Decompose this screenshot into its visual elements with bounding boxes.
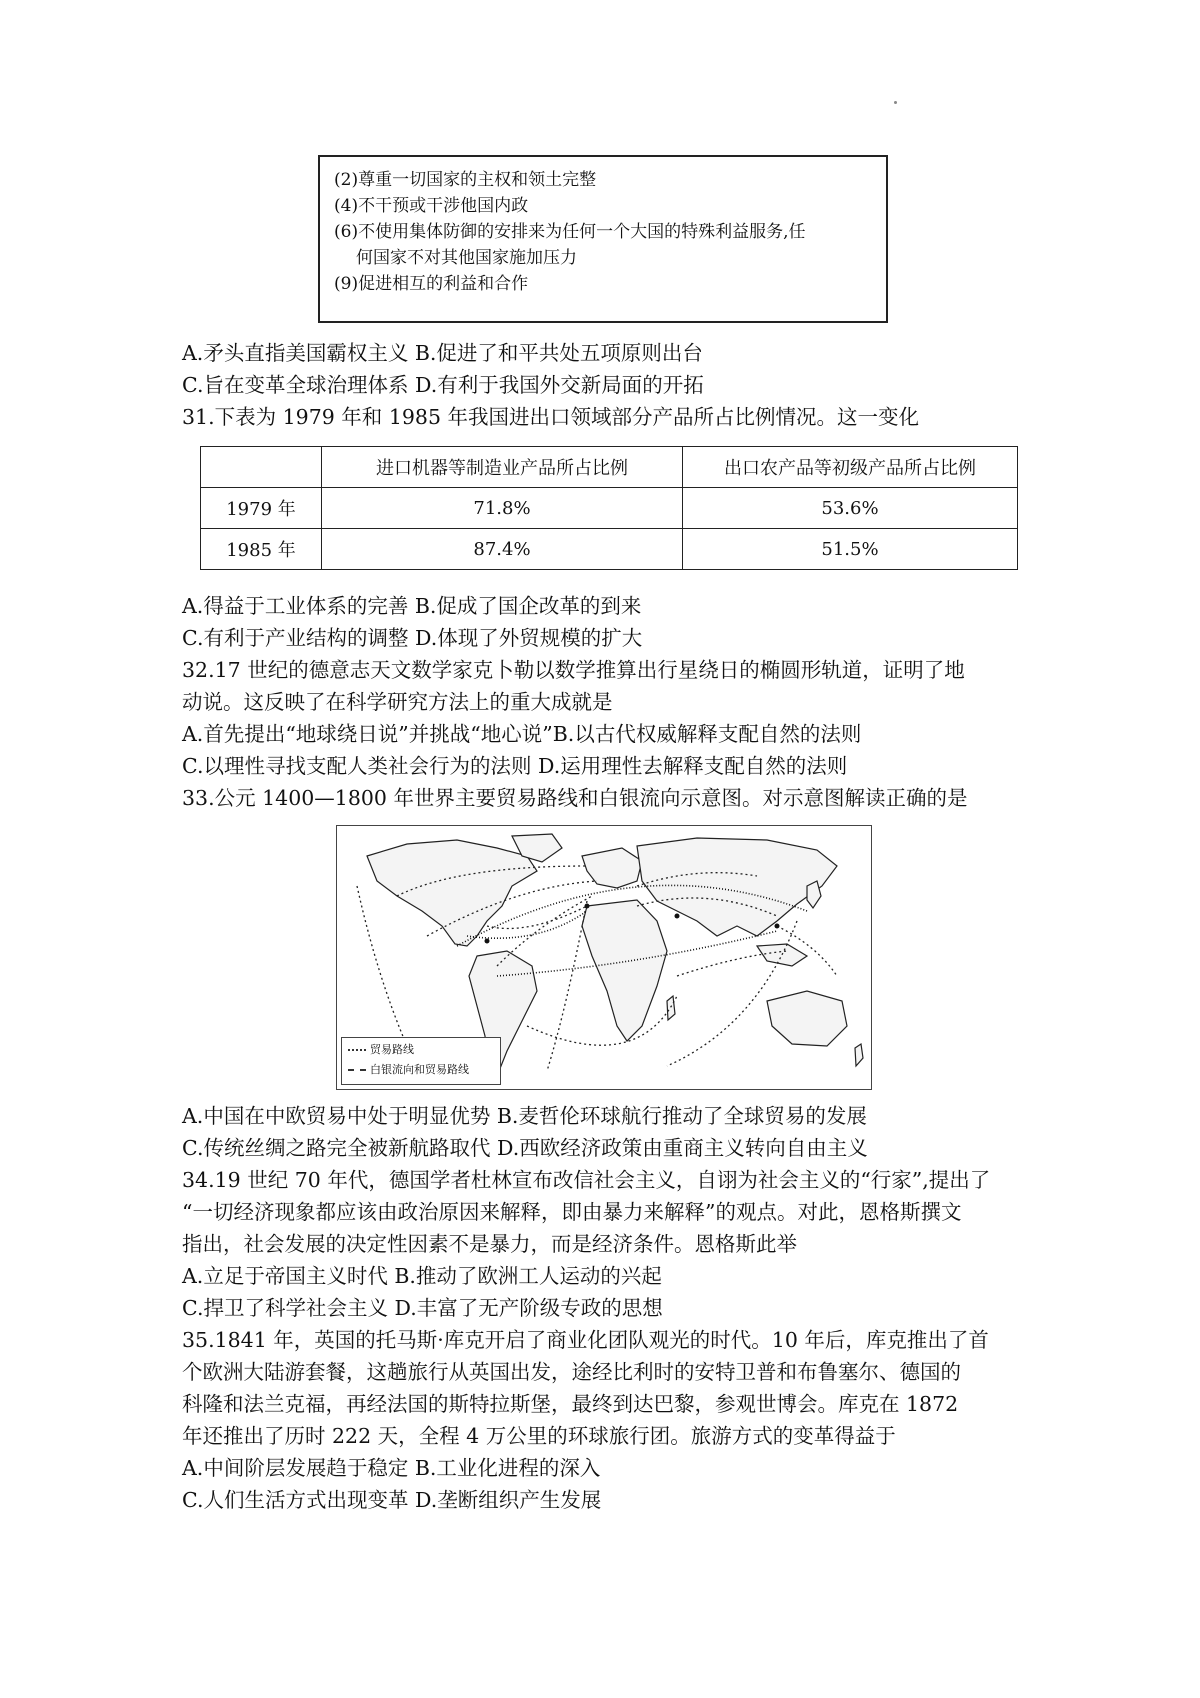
speck bbox=[894, 101, 897, 104]
q31-options-ab: A.得益于工业体系的完善 B.促成了国企改革的到来 bbox=[182, 594, 642, 618]
table-cell: 51.5% bbox=[683, 529, 1018, 570]
trade-route bbox=[547, 901, 587, 1071]
q32-stem-line1: 32.17 世纪的德意志天文数学家克卜勒以数学推算出行星绕日的椭圆形轨道，证明了地 bbox=[182, 658, 965, 682]
australia-shape bbox=[767, 991, 847, 1046]
q34-options-ab: A.立足于帝国主义时代 B.推动了欧洲工人运动的兴起 bbox=[182, 1264, 662, 1288]
trade-route bbox=[527, 996, 677, 1045]
table-header-cell: 出口农产品等初级产品所占比例 bbox=[683, 447, 1018, 488]
q35-stem-line3: 科隆和法兰克福，再经法国的斯特拉斯堡，最终到达巴黎，参观世博会。库克在 1872 bbox=[182, 1392, 959, 1416]
q32-stem-line2: 动说。这反映了在科学研究方法上的重大成就是 bbox=[182, 690, 613, 714]
table-cell: 71.8% bbox=[322, 488, 683, 529]
new-zealand-shape bbox=[855, 1044, 863, 1066]
table-cell: 1979 年 bbox=[201, 488, 322, 529]
q33-options-ab: A.中国在中欧贸易中处于明显优势 B.麦哲伦环球航行推动了全球贸易的发展 bbox=[182, 1104, 867, 1128]
madagascar-shape bbox=[667, 996, 675, 1020]
table-cell: 53.6% bbox=[683, 488, 1018, 529]
trade-ratio-table bbox=[200, 446, 1018, 570]
q32-options-cd: C.以理性寻找支配人类社会行为的法则 D.运用理性去解释支配自然的法则 bbox=[182, 754, 848, 778]
trade-route bbox=[667, 921, 797, 1066]
route-node bbox=[585, 904, 590, 909]
q35-stem-line2: 个欧洲大陆游套餐，这趟旅行从英国出发，途经比利时的安特卫普和布鲁塞尔、德国的 bbox=[182, 1360, 961, 1384]
table-header-row bbox=[201, 447, 1018, 488]
north-america-shape bbox=[367, 840, 537, 946]
q34-options-cd: C.捍卫了科学社会主义 D.丰富了无产阶级专政的思想 bbox=[182, 1296, 663, 1320]
q35-stem-line4: 年还推出了历时 222 天，全程 4 万公里的环球旅行团。旅游方式的变革得益于 bbox=[182, 1424, 896, 1448]
africa-shape bbox=[582, 900, 667, 1041]
table-cell: 1985 年 bbox=[201, 529, 322, 570]
principles-box bbox=[318, 155, 888, 323]
table-cell: 87.4% bbox=[322, 529, 683, 570]
map-legend bbox=[341, 1037, 501, 1085]
table-row bbox=[201, 529, 1018, 570]
q34-stem-line3: 指出，社会发展的决定性因素不是暴力，而是经济条件。恩格斯此举 bbox=[182, 1232, 797, 1256]
legend-row-trade bbox=[348, 1040, 494, 1060]
q30-options-cd: C.旨在变革全球治理体系 D.有利于我国外交新局面的开拓 bbox=[182, 373, 704, 397]
q35-options-ab: A.中间阶层发展趋于稳定 B.工业化进程的深入 bbox=[182, 1456, 601, 1480]
europe-shape bbox=[582, 848, 642, 888]
q33-options-cd: C.传统丝绸之路完全被新航路取代 D.西欧经济政策由重商主义转向自由主义 bbox=[182, 1136, 868, 1160]
q35-stem-line1: 35.1841 年，英国的托马斯·库克开启了商业化团队观光的时代。10 年后，库克推出了首 bbox=[182, 1328, 989, 1352]
q34-stem-line2: “一切经济现象都应该由政治原因来解释，即由暴力来解释”的观点。对此，恩格斯撰文 bbox=[182, 1200, 962, 1224]
q30-options-ab: A.矛头直指美国霸权主义 B.促进了和平共处五项原则出台 bbox=[182, 341, 703, 365]
dotted-line-icon bbox=[348, 1049, 366, 1051]
southeast-asia-shape bbox=[757, 944, 807, 966]
principle-line: (6)不使用集体防御的安排来为任何一个大国的特殊利益服务,任 bbox=[334, 222, 806, 242]
table-row bbox=[201, 488, 1018, 529]
q32-options-ab: A.首先提出“地球绕日说”并挑战“地心说”B.以古代权威解释支配自然的法则 bbox=[182, 722, 862, 746]
trade-route-map bbox=[336, 825, 872, 1090]
table-header-cell: 进口机器等制造业产品所占比例 bbox=[322, 447, 683, 488]
q33-stem: 33.公元 1400—1800 年世界主要贸易路线和白银流向示意图。对示意图解读正确的是 bbox=[182, 786, 968, 810]
principle-line: 何国家不对其他国家施加压力 bbox=[356, 248, 577, 268]
principle-line: (4)不干预或干涉他国内政 bbox=[334, 196, 529, 216]
q34-stem-line1: 34.19 世纪 70 年代，德国学者杜林宣布改信社会主义，自诩为社会主义的“行家”,提出了 bbox=[182, 1168, 991, 1192]
legend-label: 白银流向和贸易路线 bbox=[370, 1063, 469, 1076]
route-node bbox=[675, 914, 680, 919]
legend-row-silver bbox=[348, 1060, 494, 1080]
table-header-cell bbox=[201, 447, 322, 488]
arrow-line-icon bbox=[348, 1069, 366, 1071]
principle-line: (2)尊重一切国家的主权和领土完整 bbox=[334, 170, 597, 190]
legend-label: 贸易路线 bbox=[370, 1043, 414, 1056]
trade-route bbox=[357, 886, 407, 1046]
q31-options-cd: C.有利于产业结构的调整 D.体现了外贸规模的扩大 bbox=[182, 626, 643, 650]
route-node bbox=[775, 924, 780, 929]
route-node bbox=[485, 939, 490, 944]
q35-options-cd: C.人们生活方式出现变革 D.垄断组织产生发展 bbox=[182, 1488, 602, 1512]
q31-stem: 31.下表为 1979 年和 1985 年我国进出口领域部分产品所占比例情况。这一变化 bbox=[182, 405, 920, 429]
principle-line: (9)促进相互的利益和合作 bbox=[334, 274, 529, 294]
trade-route bbox=[487, 906, 587, 929]
